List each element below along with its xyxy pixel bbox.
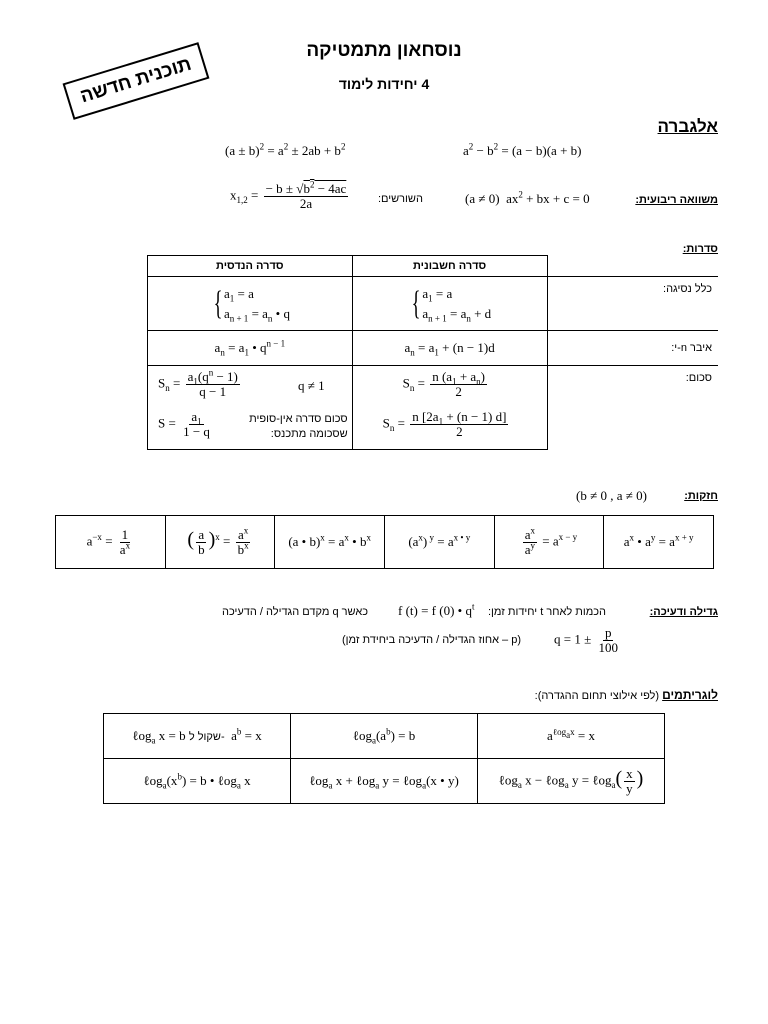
infinite-sum-label: סכום סדרה אין-סופית שסכומה מתכנס: (249, 413, 348, 440)
log-product-rule: ℓog$_a$ x + ℓog$_a$ y = ℓog$_a$(x • y) (291, 759, 478, 804)
arith-recursive: { $a_1 = a$ $a_{n + 1} = a_n + d$ (352, 277, 547, 331)
logs-heading (535, 688, 718, 702)
series-table (147, 255, 718, 450)
label-col-header (547, 256, 718, 277)
logs-note: (לפי אילוצי תחום ההגדרה): (534, 690, 660, 702)
power-of-power: $(a^x) ^y = a^{x • y}$ (384, 516, 494, 569)
log-of-power-base: $\ell og_a(a^b) = b$ (291, 714, 478, 759)
powers-title: חזקות: (684, 490, 718, 502)
logs-title: לוגריתמים (662, 688, 718, 702)
formula-difference-of-squares: $a^2 - b^2 = (a - b)(a + b)$ (463, 141, 582, 158)
sum-label: סכום: (547, 366, 718, 450)
growth-description: הכמות לאחר t יחידות זמן: (488, 606, 607, 618)
geom-header: סדרה הנדסית (148, 256, 353, 277)
logs-table (103, 713, 665, 804)
arith-header: סדרה חשבונית (352, 256, 547, 277)
growth-title: גדילה ודעיכה: (649, 606, 718, 618)
page-subtitle: 4 יחידות לימוד (338, 76, 430, 92)
series-title: סדרות: (682, 243, 718, 255)
formula-square: $(a \pm b)^2 = a^2 \pm 2ab + b^2$ (225, 141, 346, 158)
quadratic-equation: (a ≠ 0) $ax^2$ + bx + c = 0 (465, 189, 590, 206)
growth-formula: f (t) = f (0) • $q^t$ (398, 601, 475, 618)
roots-label: השורשים: (378, 193, 423, 205)
geom-sum-cell: $S_n$ = $\frac{a_1(q^n - 1)}{q - 1}$ q ≠ 1 S = $\frac{a_1}{1 - q}$ סכום סדרה אין-סופית שסכומה מתכנס: (148, 366, 353, 450)
power-multiplication: $a^x$ • $a^y = a^{x + y}$ (604, 516, 714, 569)
log-definition: ℓog$_a$ x = b שקול ל- $a^b = x$ (104, 714, 291, 759)
log-power-rule: $\ell og_a(x^b) = b$ • ℓog$_a$ x (104, 759, 291, 804)
stamp-label: תוכנית חדשה (77, 53, 194, 108)
algebra-title: אלגברה (657, 117, 718, 136)
nth-term-label: איבר n-י: (547, 331, 718, 366)
power-quotient: ( $\frac{a}{b}$ )$^x$ = $\frac{a^x}{b^x}$ (165, 516, 275, 569)
power-product: (a • $b)^x = a^x$ • $b^x$ (275, 516, 385, 569)
log-inverse: $a^{\ell og_ax} = x$ (478, 714, 665, 759)
power-negative-exponent: $a^{-x}$ = $\frac{1}{a^x}$ (56, 516, 166, 569)
growth-p-description: (p – אחוז הגדילה / הדעיכה ביחידת זמן) (342, 634, 522, 646)
growth-rest: כאשר q מקדם הגדילה / הדעיכה (222, 606, 369, 618)
log-quotient-rule: ℓog$_a$ x − ℓog$_a$ y = ℓog$_a$( $\frac{x}{y}$ ) (478, 759, 665, 804)
recursive-label: כלל נסיגה: (547, 277, 718, 331)
powers-condition: (b ≠ 0 , a ≠ 0) (576, 488, 647, 503)
growth-q-formula: q = 1 ± $\frac{p}{100}$ (554, 625, 618, 655)
geom-nth-term: $a_n = a_1$ • $q^{n - 1}$ (148, 331, 353, 366)
arith-nth-term: $a_n = a_1 + (n - 1)d$ (352, 331, 547, 366)
powers-table (55, 515, 714, 569)
geom-recursive: { $a_1 = a$ $a_{n + 1} = a_n$ • q (148, 277, 353, 331)
roots-formula: $x_{1,2}$ = $\frac{- b \pm √b^2 - 4ac}{2a}$ (230, 179, 347, 211)
arith-sum-cell: $S_n$ = $\frac{n (a_1 + a_n)}{2}$ $S_n$ = $\frac{n [2a_1 + (n - 1) d]}{2}$ (352, 366, 547, 450)
page-title: נוסחאון מתמטיקה (306, 40, 462, 61)
geom-condition: q ≠ 1 (298, 378, 325, 393)
quadratic-label: משוואה ריבועית: (635, 194, 718, 206)
power-division: $\frac{a^x}{a^y}$ = $a^{x - y}$ (494, 516, 604, 569)
